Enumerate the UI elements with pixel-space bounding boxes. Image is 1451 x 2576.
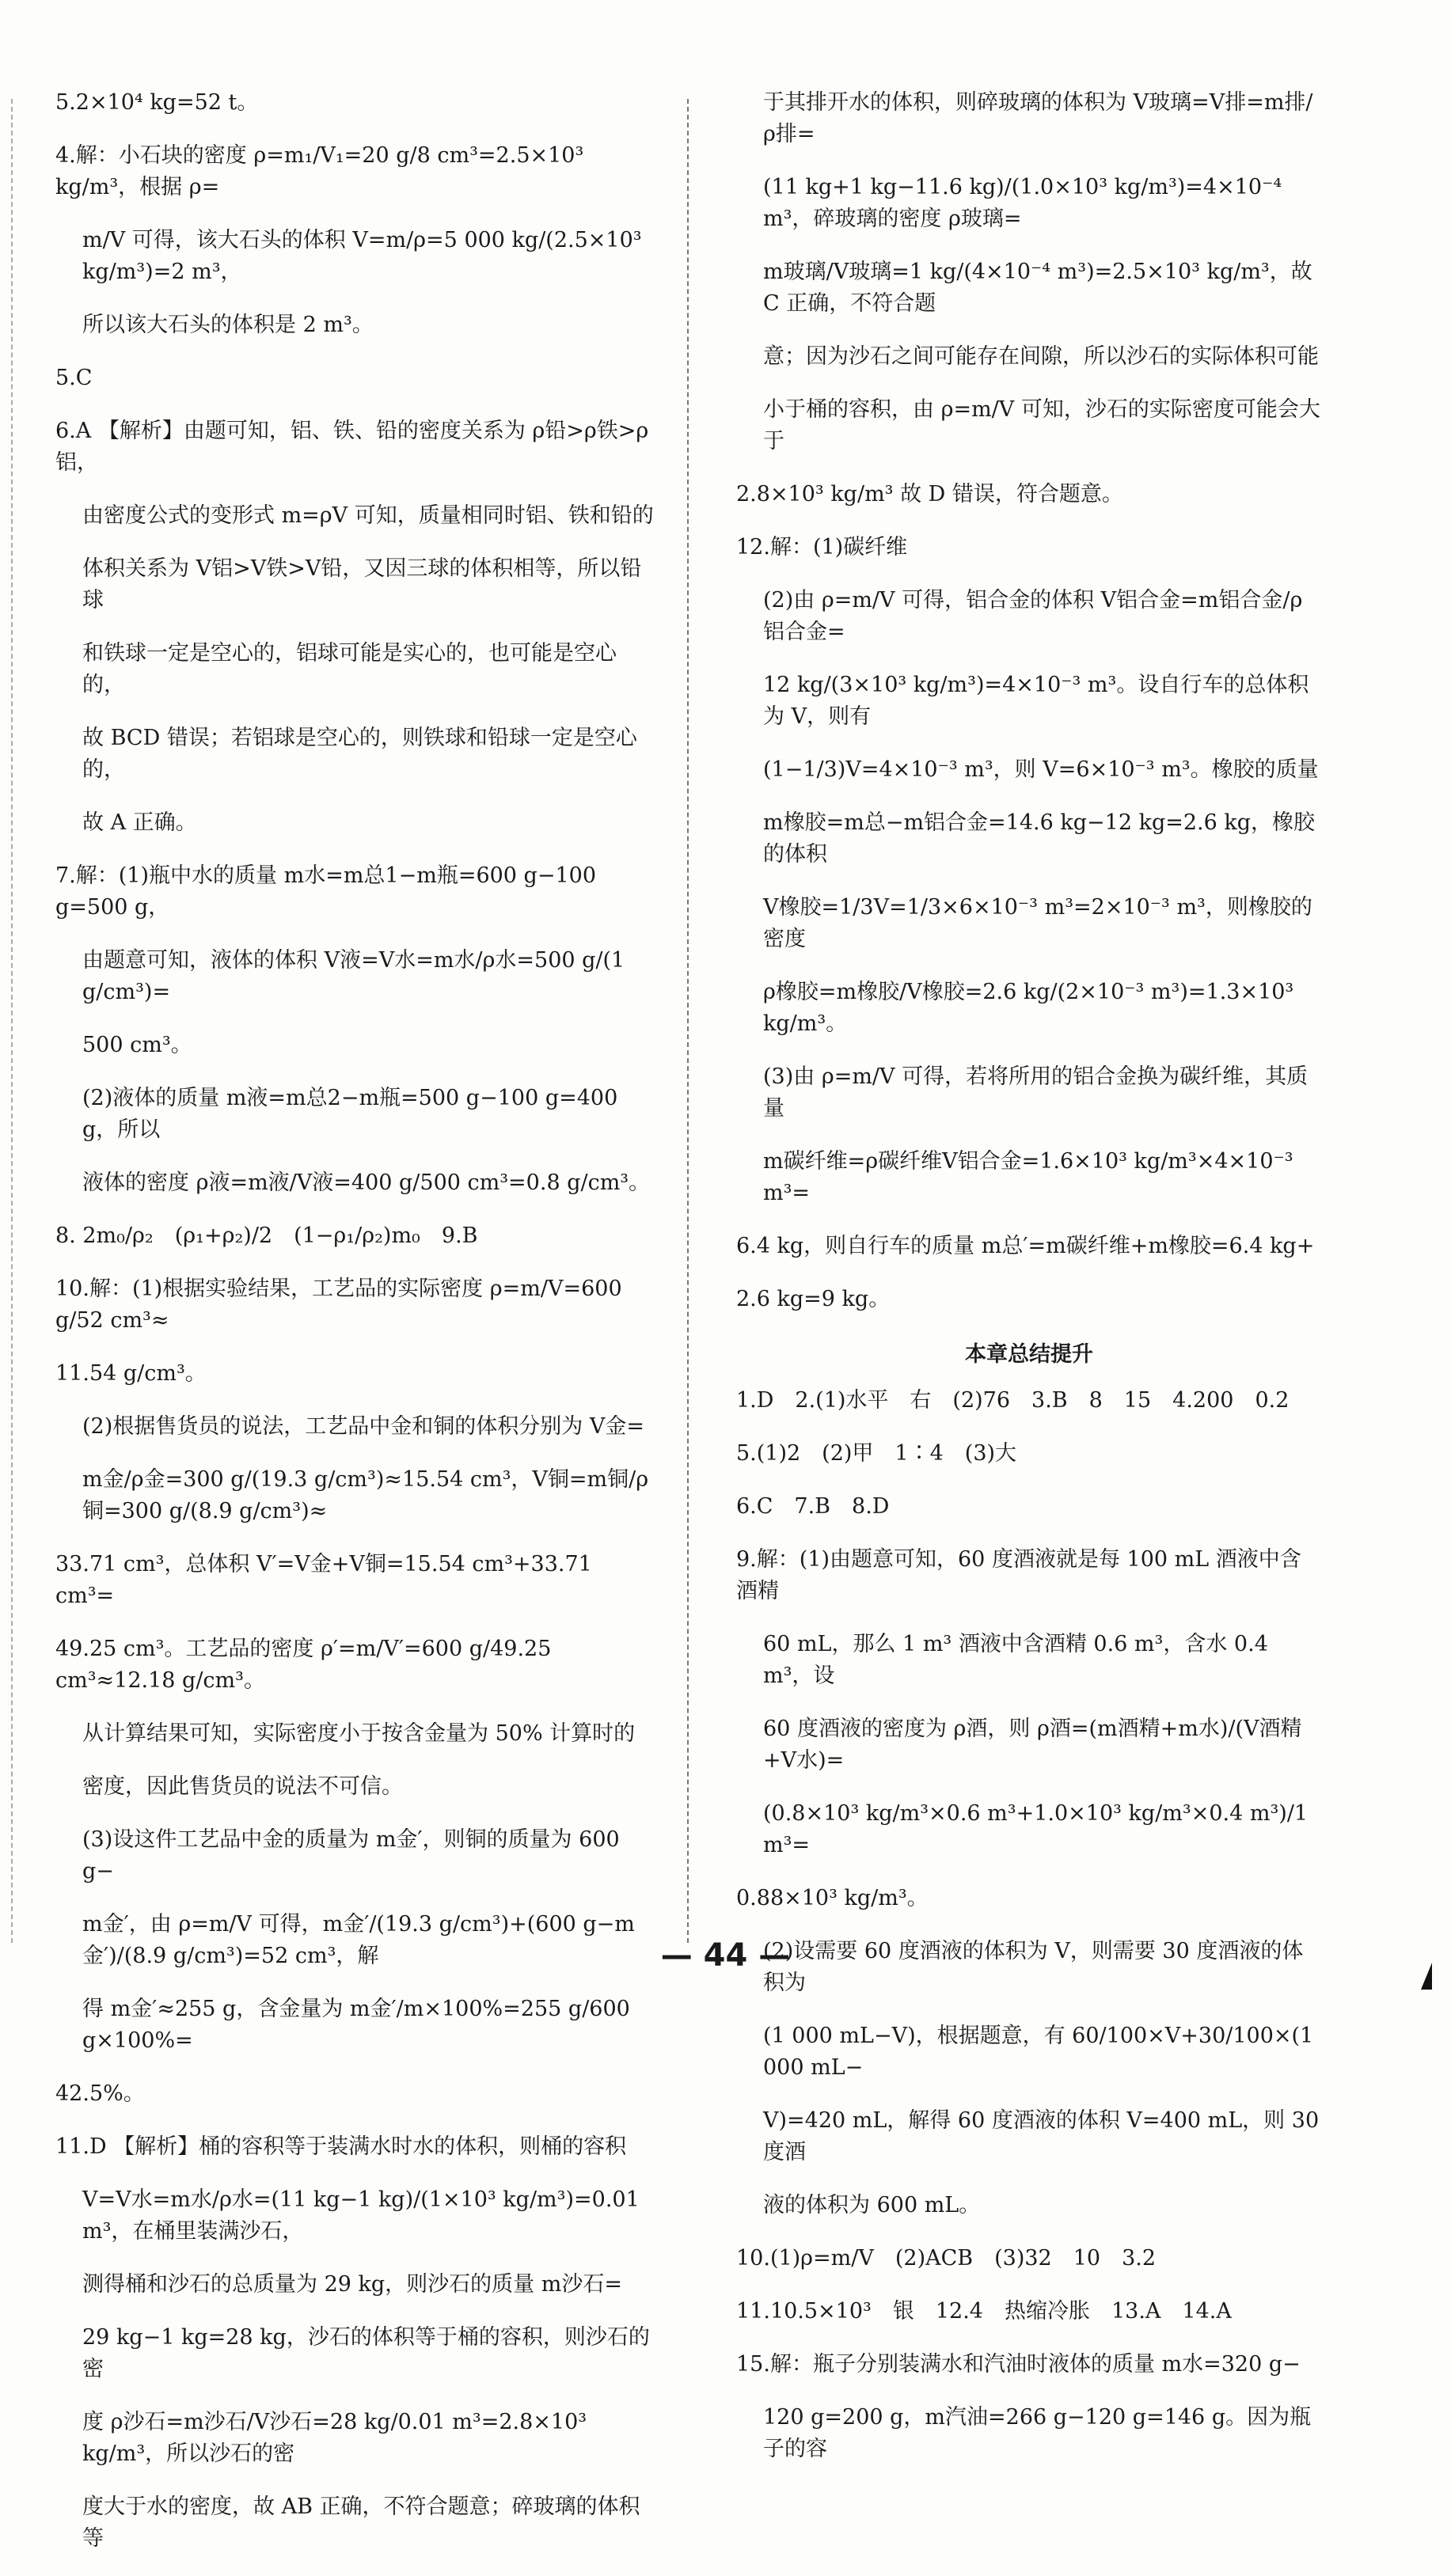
answer-line: 得 m金′≈255 g，含金量为 m金′/m×100%=255 g/600 g×100%= xyxy=(82,1997,630,2053)
answer-line: (3)设这件工艺品中金的质量为 m金′，则铜的质量为 600 g− xyxy=(82,1827,620,1884)
corner-mark-icon xyxy=(1421,1963,1432,1990)
left-column xyxy=(55,87,657,2576)
right-column xyxy=(736,87,1322,2487)
answer-line: 测得桶和沙石的总质量为 29 kg，则沙石的质量 m沙石= xyxy=(82,2272,622,2297)
answer-line: 密度，因此售货员的说法不可信。 xyxy=(82,1774,403,1799)
answer-line: 42.5%。 xyxy=(55,2081,145,2106)
answer-line: 500 cm³。 xyxy=(82,1033,192,1057)
answer-line: 所以该大石头的体积是 2 m³。 xyxy=(82,313,374,337)
answer-line: (11 kg+1 kg−11.6 kg)/(1.0×10³ kg/m³)=4×10⁻⁴ m³，碎玻璃的密度 ρ玻璃= xyxy=(763,175,1282,231)
answer-line: 2.8×10³ kg/m³ 故 D 错误，符合题意。 xyxy=(736,482,1123,506)
answer-line: 6.4 kg，则自行车的质量 m总′=m碳纤维+m橡胶=6.4 kg+ xyxy=(736,1234,1315,1258)
answer-line: m金′，由 ρ=m/V 可得，m金′/(19.3 g/cm³)+(600 g−m金′)/(8.9 g/cm³)=52 cm³，解 xyxy=(82,1912,635,1968)
answer-line: m玻璃/V玻璃=1 kg/(4×10⁻⁴ m³)=2.5×10³ kg/m³，故 C 正确，不符合题 xyxy=(763,260,1312,316)
column-divider xyxy=(687,99,689,1943)
answer-line: 体积关系为 V铝>V铁>V铅，又因三球的体积相等，所以铅球 xyxy=(82,556,642,613)
answer-line: 49.25 cm³。工艺品的密度 ρ′=m/V′=600 g/49.25 cm³≈12.18 g/cm³。 xyxy=(55,1637,552,1693)
answer-line: 2.6 kg=9 kg。 xyxy=(736,1287,891,1311)
answer-line: 4.解：小石块的密度 ρ=m₁/V₁=20 g/8 cm³=2.5×10³ kg/m³，根据 ρ= xyxy=(55,143,584,199)
answer-line: 故 A 正确。 xyxy=(82,810,197,835)
answer-line: 60 mL，那么 1 m³ 酒液中含酒精 0.6 m³，含水 0.4 m³，设 xyxy=(763,1632,1268,1688)
answer-line: 1.D 2.(1)水平 右 (2)76 3.B 8 15 4.200 0.2 xyxy=(736,1388,1290,1413)
answer-line: 由密度公式的变形式 m=ρV 可知，质量相同时铝、铁和铅的 xyxy=(82,503,654,528)
answer-line: (2)设需要 60 度酒液的体积为 V，则需要 30 度酒液的体积为 xyxy=(763,1939,1304,1995)
answer-line: m橡胶=m总−m铝合金=14.6 kg−12 kg=2.6 kg，橡胶的体积 xyxy=(763,810,1316,867)
answer-line: 从计算结果可知，实际密度小于按含金量为 50% 计算时的 xyxy=(82,1721,636,1746)
answer-line: 12 kg/(3×10³ kg/m³)=4×10⁻³ m³。设自行车的总体积为 V，则有 xyxy=(763,673,1309,729)
answer-line: 120 g=200 g，m汽油=266 g−120 g=146 g。因为瓶子的容 xyxy=(763,2405,1312,2461)
answer-line: 度大于水的密度，故 AB 正确，不符合题意；碎玻璃的体积等 xyxy=(82,2494,640,2551)
answer-line: 5.C xyxy=(55,366,93,390)
answer-line: 9.解：(1)由题意可知，60 度酒液就是每 100 mL 酒液中含酒精 xyxy=(736,1547,1301,1603)
answer-line: 0.88×10³ kg/m³。 xyxy=(736,1886,929,1910)
answer-line: m碳纤维=ρ碳纤维V铝合金=1.6×10³ kg/m³×4×10⁻³ m³= xyxy=(763,1149,1293,1205)
answer-line: m/V 可得，该大石头的体积 V=m/ρ=5 000 kg/(2.5×10³ kg/m³)=2 m³， xyxy=(82,228,642,284)
answer-line: 11.10.5×10³ 银 12.4 热缩冷胀 13.A 14.A xyxy=(736,2299,1232,2324)
answer-line: 33.71 cm³，总体积 V′=V金+V铜=15.54 cm³+33.71 cm³= xyxy=(55,1552,592,1608)
answer-line: 5.(1)2 (2)甲 1∶4 (3)大 xyxy=(736,1441,1017,1466)
answer-line: V)=420 mL，解得 60 度酒液的体积 V=400 mL，则 30 度酒 xyxy=(763,2108,1320,2164)
answer-line: (0.8×10³ kg/m³×0.6 m³+1.0×10³ kg/m³×0.4 m³)/1 m³= xyxy=(763,1801,1309,1857)
answer-line: (2)由 ρ=m/V 可得，铝合金的体积 V铝合金=m铝合金/ρ铝合金= xyxy=(763,588,1303,644)
answer-line: 11.54 g/cm³。 xyxy=(55,1361,207,1386)
answer-line: 液的体积为 600 mL。 xyxy=(763,2193,981,2217)
page-number: — 44 — xyxy=(660,1937,791,1974)
answer-line: 6.A 【解析】由题可知，铝、铁、铅的密度关系为 ρ铅>ρ铁>ρ铝， xyxy=(55,419,649,475)
answer-line: 由题意可知，液体的体积 V液=V水=m水/ρ水=500 g/(1 g/cm³)= xyxy=(82,948,625,1004)
answer-line: 于其排开水的体积，则碎玻璃的体积为 V玻璃=V排=m排/ρ排= xyxy=(763,90,1313,146)
answer-line: 10.(1)ρ=m/V (2)ACB (3)32 10 3.2 xyxy=(736,2246,1157,2271)
answer-line: V橡胶=1/3V=1/3×6×10⁻³ m³=2×10⁻³ m³，则橡胶的密度 xyxy=(763,895,1312,951)
answer-line: ρ橡胶=m橡胶/V橡胶=2.6 kg/(2×10⁻³ m³)=1.3×10³ kg/m³。 xyxy=(763,980,1294,1036)
answer-line: 液体的密度 ρ液=m液/V液=400 g/500 cm³=0.8 g/cm³。 xyxy=(82,1170,651,1195)
answer-line: 60 度酒液的密度为 ρ酒，则 ρ酒=(m酒精+m水)/(V酒精+V水)= xyxy=(763,1717,1302,1773)
answer-line: (1 000 mL−V)，根据题意，有 60/100×V+30/100×(1 000 mL− xyxy=(763,2024,1314,2080)
answer-line: (3)由 ρ=m/V 可得，若将所用的铝合金换为碳纤维，其质量 xyxy=(763,1064,1309,1121)
answer-line: 10.解：(1)根据实验结果，工艺品的实际密度 ρ=m/V=600 g/52 cm³≈ xyxy=(55,1277,622,1333)
answer-line: m金/ρ金=300 g/(19.3 g/cm³)≈15.54 cm³，V铜=m铜/ρ铜=300 g/(8.9 g/cm³)≈ xyxy=(82,1467,649,1523)
answer-line: (2)根据售货员的说法，工艺品中金和铜的体积分别为 V金= xyxy=(82,1414,644,1439)
answer-line: 故 BCD 错误；若铝球是空心的，则铁球和铅球一定是空心的， xyxy=(82,726,637,782)
answer-line: 6.C 7.B 8.D xyxy=(736,1494,890,1519)
answer-line: 15.解：瓶子分别装满水和汽油时液体的质量 m水=320 g− xyxy=(736,2352,1301,2377)
answer-line: 7.解：(1)瓶中水的质量 m水=m总1−m瓶=600 g−100 g=500 g， xyxy=(55,863,597,920)
answer-line: 度 ρ沙石=m沙石/V沙石=28 kg/0.01 m³=2.8×10³ kg/m³，所以沙石的密 xyxy=(82,2410,587,2466)
answer-line: 和铁球一定是空心的，铝球可能是实心的，也可能是空心的， xyxy=(82,641,617,697)
binding-edge-line xyxy=(11,99,13,1943)
answer-line: 5.2×10⁴ kg=52 t。 xyxy=(55,90,259,115)
answer-line: V=V水=m水/ρ水=(11 kg−1 kg)/(1×10³ kg/m³)=0.01 m³，在桶里装满沙石， xyxy=(82,2187,640,2244)
answer-line: 8. 2m₀/ρ₂ (ρ₁+ρ₂)/2 (1−ρ₁/ρ₂)m₀ 9.B xyxy=(55,1224,478,1248)
answer-line: (2)液体的质量 m液=m总2−m瓶=500 g−100 g=400 g，所以 xyxy=(82,1086,618,1142)
answer-line: 小于桶的容积，由 ρ=m/V 可知，沙石的实际密度可能会大于 xyxy=(763,397,1320,453)
answer-line: 29 kg−1 kg=28 kg，沙石的体积等于桶的容积，则沙石的密 xyxy=(82,2325,650,2381)
answer-line: (1−1/3)V=4×10⁻³ m³，则 V=6×10⁻³ m³。橡胶的质量 xyxy=(763,757,1319,782)
answer-line: 12.解：(1)碳纤维 xyxy=(736,535,908,560)
answer-line: 11.D 【解析】桶的容积等于装满水时水的体积，则桶的容积 xyxy=(55,2134,627,2159)
answer-line: 意；因为沙石之间可能存在间隙，所以沙石的实际体积可能 xyxy=(763,344,1319,369)
section-heading: 本章总结提升 xyxy=(965,1342,1093,1367)
